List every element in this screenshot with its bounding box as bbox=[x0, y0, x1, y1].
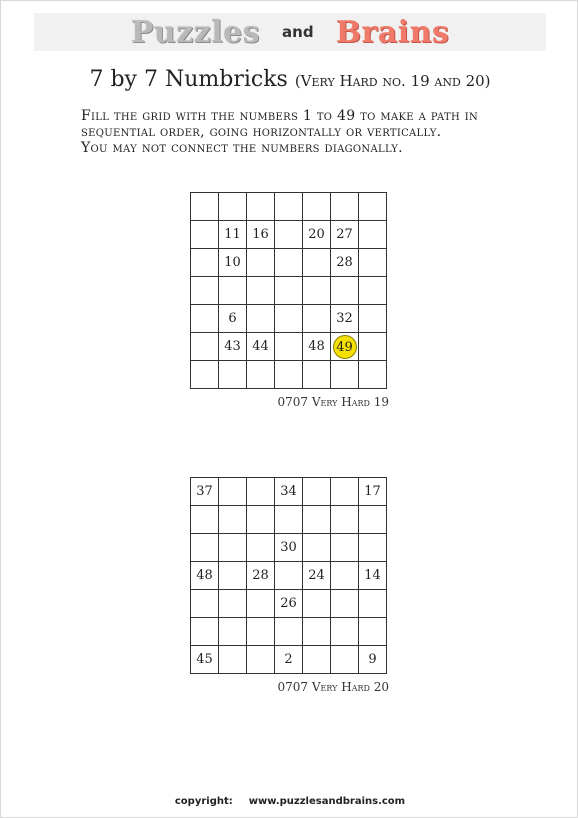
grid-cell[interactable] bbox=[219, 478, 247, 506]
grid-cell[interactable] bbox=[331, 534, 359, 562]
grid-cell[interactable] bbox=[191, 618, 219, 646]
grid-cell[interactable] bbox=[331, 478, 359, 506]
clue-number: 14 bbox=[364, 568, 381, 583]
grid-cell[interactable] bbox=[275, 361, 303, 389]
clue-number: 26 bbox=[280, 596, 297, 611]
instruction-line: sequential order, going horizontally or vertically. bbox=[81, 124, 442, 140]
grid-cell[interactable] bbox=[191, 478, 219, 506]
puzzle-grid-20 bbox=[190, 477, 387, 674]
clue-number: 24 bbox=[308, 568, 325, 583]
grid-cell[interactable] bbox=[303, 618, 331, 646]
logo-puzzles-word: Puzzles bbox=[130, 14, 261, 50]
page-title bbox=[1, 67, 578, 92]
grid-cell[interactable] bbox=[247, 478, 275, 506]
grid-cell[interactable] bbox=[331, 646, 359, 674]
clue-number: 48 bbox=[196, 568, 213, 583]
grid-cell[interactable] bbox=[331, 249, 359, 277]
clue-number: 2 bbox=[284, 652, 293, 667]
grid-cell[interactable] bbox=[359, 277, 387, 305]
grid-cell[interactable] bbox=[359, 193, 387, 221]
grid-cell[interactable] bbox=[191, 562, 219, 590]
clue-number: 45 bbox=[196, 652, 213, 667]
grid-cell[interactable] bbox=[219, 562, 247, 590]
grid-cell[interactable] bbox=[247, 562, 275, 590]
grid-cell[interactable] bbox=[191, 361, 219, 389]
grid-cell[interactable] bbox=[275, 249, 303, 277]
grid-cell[interactable] bbox=[191, 277, 219, 305]
grid-cell[interactable] bbox=[331, 305, 359, 333]
puzzle-caption-19: 0707 Very Hard 19 bbox=[277, 395, 389, 409]
clue-number: 30 bbox=[280, 540, 297, 555]
grid-cell[interactable] bbox=[247, 221, 275, 249]
grid-cell[interactable] bbox=[359, 478, 387, 506]
grid-cell[interactable] bbox=[331, 221, 359, 249]
grid-cell[interactable] bbox=[303, 478, 331, 506]
grid-cell[interactable] bbox=[247, 249, 275, 277]
clue-number: 27 bbox=[336, 227, 353, 242]
grid-cell[interactable] bbox=[331, 618, 359, 646]
grid-cell[interactable] bbox=[303, 333, 331, 361]
grid-cell[interactable] bbox=[303, 305, 331, 333]
clue-number: 43 bbox=[224, 339, 241, 354]
grid-cell[interactable] bbox=[191, 534, 219, 562]
logo-and-word: and bbox=[282, 23, 314, 41]
grid-cell[interactable] bbox=[247, 193, 275, 221]
grid-row bbox=[191, 506, 387, 534]
grid-cell[interactable] bbox=[359, 590, 387, 618]
grid-cell[interactable] bbox=[303, 221, 331, 249]
grid-cell[interactable] bbox=[219, 506, 247, 534]
grid-cell[interactable] bbox=[359, 221, 387, 249]
grid-cell[interactable] bbox=[275, 506, 303, 534]
grid-cell[interactable] bbox=[275, 193, 303, 221]
clue-number: 9 bbox=[368, 652, 377, 667]
grid-cell[interactable] bbox=[219, 590, 247, 618]
grid-row bbox=[191, 590, 387, 618]
clue-number: 28 bbox=[252, 568, 269, 583]
grid-cell[interactable] bbox=[359, 618, 387, 646]
grid-cell[interactable] bbox=[247, 277, 275, 305]
grid-cell[interactable] bbox=[303, 361, 331, 389]
site-logo[interactable] bbox=[34, 13, 546, 51]
grid-cell[interactable] bbox=[219, 646, 247, 674]
clue-number: 16 bbox=[252, 227, 269, 242]
grid-cell[interactable] bbox=[359, 333, 387, 361]
grid-cell[interactable] bbox=[275, 562, 303, 590]
grid-cell[interactable] bbox=[191, 221, 219, 249]
grid-cell[interactable] bbox=[247, 305, 275, 333]
grid-cell[interactable] bbox=[275, 618, 303, 646]
grid-cell[interactable] bbox=[191, 249, 219, 277]
grid-cell[interactable] bbox=[303, 249, 331, 277]
grid-cell[interactable] bbox=[219, 249, 247, 277]
logo-brains-word: Brains bbox=[335, 14, 450, 50]
grid-row bbox=[191, 361, 387, 389]
grid-row bbox=[191, 646, 387, 674]
title-main: 7 by 7 Numbricks bbox=[89, 67, 288, 92]
grid-cell[interactable] bbox=[331, 562, 359, 590]
grid-cell[interactable] bbox=[219, 221, 247, 249]
clue-number: 48 bbox=[308, 339, 325, 354]
grid-cell[interactable] bbox=[247, 333, 275, 361]
grid-cell[interactable] bbox=[219, 277, 247, 305]
grid-cell[interactable] bbox=[219, 193, 247, 221]
grid-cell[interactable] bbox=[331, 333, 359, 361]
grid-cell[interactable] bbox=[191, 590, 219, 618]
grid-cell[interactable] bbox=[359, 646, 387, 674]
grid-cell[interactable] bbox=[191, 333, 219, 361]
grid-cell[interactable] bbox=[275, 646, 303, 674]
grid-cell[interactable] bbox=[359, 506, 387, 534]
grid-cell[interactable] bbox=[275, 305, 303, 333]
grid-cell[interactable] bbox=[331, 193, 359, 221]
grid-row bbox=[191, 618, 387, 646]
instruction-line: Fill the grid with the numbers 1 to 49 to make a path in bbox=[81, 108, 479, 124]
grid-cell[interactable] bbox=[359, 249, 387, 277]
grid-cell[interactable] bbox=[247, 534, 275, 562]
grid-cell[interactable] bbox=[331, 506, 359, 534]
grid-cell[interactable] bbox=[359, 305, 387, 333]
grid-cell[interactable] bbox=[219, 618, 247, 646]
grid-cell[interactable] bbox=[191, 506, 219, 534]
grid-cell[interactable] bbox=[303, 646, 331, 674]
header-banner bbox=[34, 13, 546, 51]
grid-cell[interactable] bbox=[247, 361, 275, 389]
grid-cell[interactable] bbox=[275, 277, 303, 305]
grid-cell[interactable] bbox=[191, 646, 219, 674]
grid-row bbox=[191, 478, 387, 506]
grid-row bbox=[191, 562, 387, 590]
instruction-line: You may not connect the numbers diagonally. bbox=[81, 140, 403, 156]
grid-cell[interactable] bbox=[275, 534, 303, 562]
grid-cell[interactable] bbox=[331, 277, 359, 305]
clue-number: 10 bbox=[224, 255, 241, 270]
clue-number: 6 bbox=[228, 311, 237, 326]
clue-number: 32 bbox=[336, 311, 353, 326]
instructions bbox=[81, 108, 521, 156]
grid-cell[interactable] bbox=[303, 590, 331, 618]
clue-number: 11 bbox=[224, 227, 241, 242]
clue-number: 37 bbox=[196, 484, 213, 499]
grid-cell[interactable] bbox=[275, 478, 303, 506]
grid-cell[interactable] bbox=[359, 361, 387, 389]
grid-cell[interactable] bbox=[359, 562, 387, 590]
grid-cell[interactable] bbox=[247, 618, 275, 646]
grid-row bbox=[191, 193, 387, 221]
puzzle-grid-19 bbox=[190, 192, 387, 389]
clue-number: 20 bbox=[308, 227, 325, 242]
grid-cell[interactable] bbox=[219, 361, 247, 389]
grid-cell[interactable] bbox=[331, 361, 359, 389]
clue-number: 17 bbox=[364, 484, 381, 499]
grid-cell[interactable] bbox=[331, 590, 359, 618]
grid-cell[interactable] bbox=[359, 534, 387, 562]
grid-cell[interactable] bbox=[219, 333, 247, 361]
grid-cell[interactable] bbox=[275, 221, 303, 249]
clue-number: 34 bbox=[280, 484, 297, 499]
site-link[interactable]: www.puzzlesandbrains.com bbox=[248, 796, 406, 807]
grid-cell[interactable] bbox=[303, 534, 331, 562]
grid-cell[interactable] bbox=[219, 534, 247, 562]
copyright-footer bbox=[1, 796, 578, 807]
puzzle-caption-20: 0707 Very Hard 20 bbox=[277, 680, 389, 694]
grid-cell[interactable] bbox=[303, 277, 331, 305]
grid-cell[interactable] bbox=[247, 646, 275, 674]
grid-cell[interactable] bbox=[303, 506, 331, 534]
copyright-label: copyright: bbox=[174, 796, 233, 807]
highlighted-clue-number: 49 bbox=[333, 335, 357, 359]
grid-row bbox=[191, 534, 387, 562]
title-sub: (Very Hard no. 19 and 20) bbox=[294, 72, 491, 90]
grid-cell[interactable] bbox=[191, 193, 219, 221]
clue-number: 28 bbox=[336, 255, 353, 270]
grid-row bbox=[191, 221, 387, 249]
grid-cell[interactable] bbox=[275, 333, 303, 361]
grid-cell[interactable] bbox=[303, 562, 331, 590]
grid-cell[interactable] bbox=[303, 193, 331, 221]
grid-row bbox=[191, 277, 387, 305]
grid-cell[interactable] bbox=[247, 590, 275, 618]
grid-cell[interactable] bbox=[275, 590, 303, 618]
grid-row bbox=[191, 305, 387, 333]
grid-cell[interactable] bbox=[247, 506, 275, 534]
grid-cell[interactable] bbox=[219, 305, 247, 333]
grid-cell[interactable] bbox=[191, 305, 219, 333]
grid-row bbox=[191, 249, 387, 277]
grid-row bbox=[191, 333, 387, 361]
clue-number: 44 bbox=[252, 339, 269, 354]
